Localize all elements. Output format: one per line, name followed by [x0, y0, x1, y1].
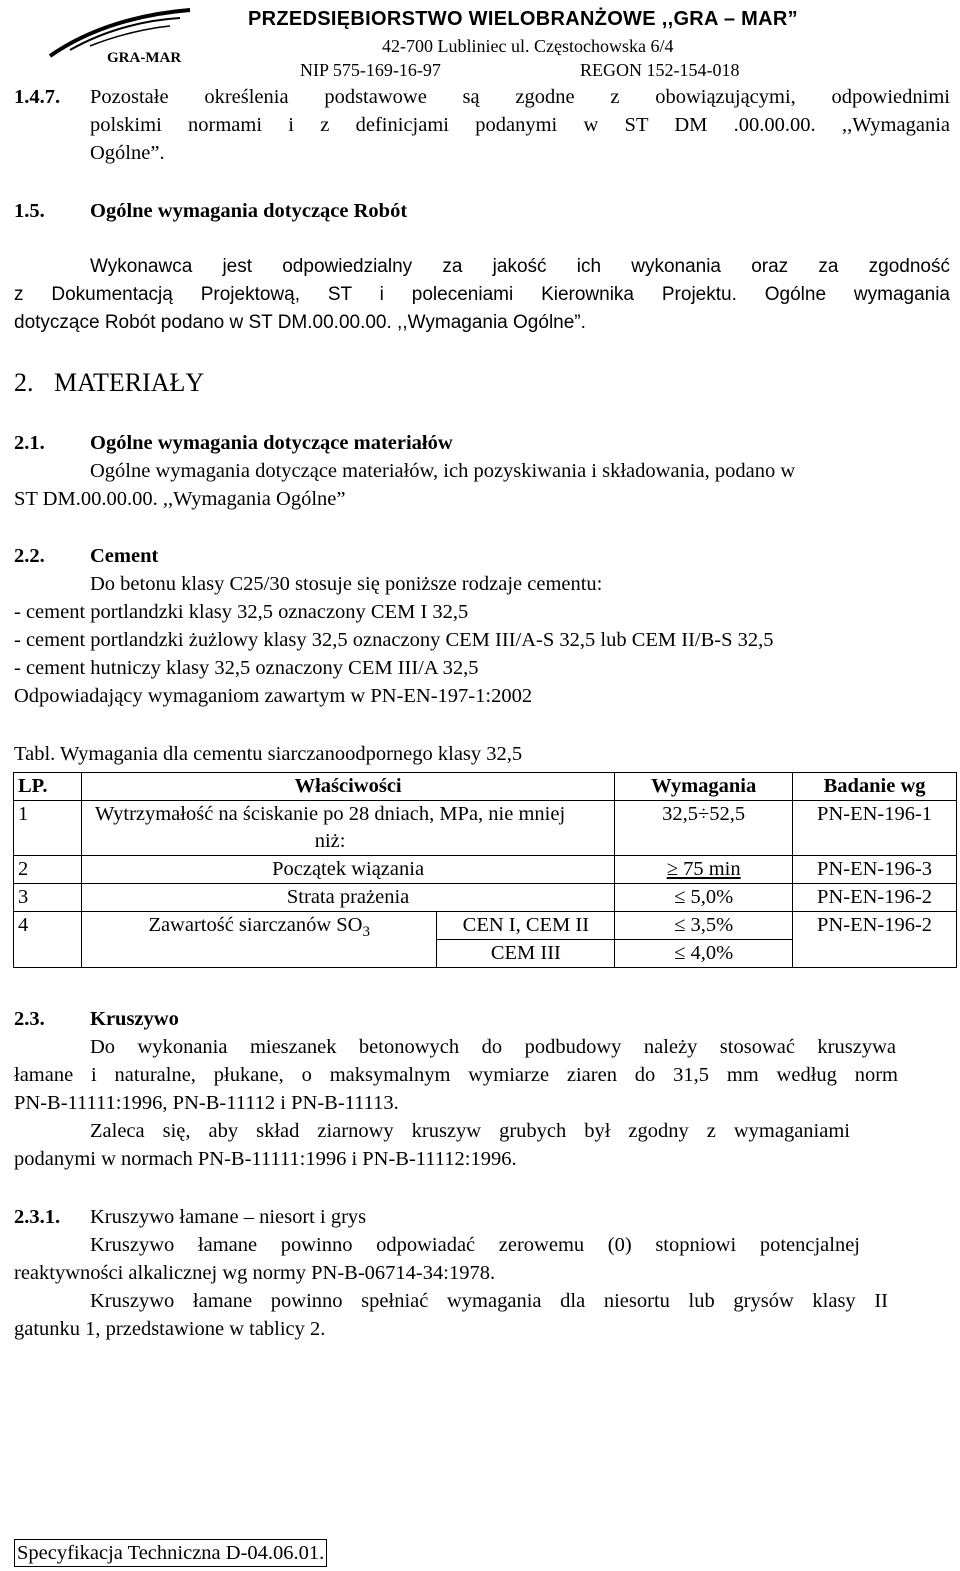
paragraph-line: Ogólne wymagania dotyczące materiałów, ich pozyskiwania i składowania, podano w: [90, 460, 796, 482]
paragraph-line: Kruszywo łamane powinno odpowiadać zerowemu (0) stopniowi potencjalnej: [90, 1234, 860, 1256]
company-name: PRZEDSIĘBIORSTWO WIELOBRANŻOWE ,,GRA – MAR”: [248, 8, 798, 30]
cell-property-text: Zawartość siarczanów SO: [148, 914, 363, 936]
cell-property: Wytrzymałość na ściskanie po 28 dniach, MPa, nie mniej niż:: [81, 801, 614, 856]
paragraph-line: podanymi w normach PN-B-11111:1996 i PN-B-11112:1996.: [14, 1148, 517, 1170]
paragraph-line: Do wykonania mieszanek betonowych do podbudowy należy stosować kruszywa: [90, 1036, 896, 1058]
chapter-number: 2.: [14, 368, 34, 397]
cell-test: PN-EN-196-3: [793, 856, 957, 884]
cell-test: PN-EN-196-2: [793, 884, 957, 912]
table-header-row: [14, 773, 957, 801]
cell-property: [81, 912, 437, 968]
list-item: - cement portlandzki żużlowy klasy 32,5 oznaczony CEM III/A-S 32,5 lub CEM II/B-S 32,5: [14, 629, 774, 651]
paragraph-line: PN-B-11111:1996, PN-B-11112 i PN-B-11113.: [14, 1092, 399, 1114]
section-number: 2.3.: [14, 1008, 45, 1030]
table-row: [14, 884, 957, 912]
list-item: - cement portlandzki klasy 32,5 oznaczony CEM I 32,5: [14, 601, 469, 623]
paragraph-line: łamane i naturalne, płukane, o maksymalnym wymiarze ziaren do 31,5 mm według norm: [14, 1064, 898, 1086]
col-header-test: Badanie wg: [793, 773, 957, 801]
section-title: Ogólne wymagania dotyczące materiałów: [90, 432, 453, 454]
cell-test: PN-EN-196-2: [793, 912, 957, 968]
section-title: Cement: [90, 545, 159, 567]
cell-cement-type: CEN I, CEM II: [437, 912, 615, 940]
section-number: 1.5.: [14, 200, 45, 222]
section-title: Kruszywo łamane – niesort i grys: [90, 1206, 367, 1228]
table-row: [14, 801, 957, 856]
section-title: Ogólne wymagania dotyczące Robót: [90, 200, 408, 222]
section-number: 2.1.: [14, 432, 45, 454]
company-address: 42-700 Lubliniec ul. Częstochowska 6/4: [382, 36, 674, 56]
section-number: 1.4.7.: [14, 86, 61, 108]
paragraph-line: Zaleca się, aby skład ziarnowy kruszyw grubych był zgodny z wymaganiami: [90, 1120, 850, 1142]
col-header-lp: LP.: [14, 773, 82, 801]
cell-cement-type: CEM III: [437, 940, 615, 968]
cell-requirement: ≥ 75 min: [615, 856, 793, 884]
paragraph-line: dotyczące Robót podano w ST DM.00.00.00. ,,Wymagania Ogólne”.: [14, 312, 586, 333]
list-item: - cement hutniczy klasy 32,5 oznaczony CEM III/A 32,5: [14, 657, 479, 679]
company-regon: REGON 152-154-018: [580, 60, 740, 80]
cement-requirements-table: [13, 772, 957, 968]
paragraph-line: Kruszywo łamane powinno spełniać wymagania dla niesortu lub grysów klasy II: [90, 1290, 888, 1312]
cell-lp: 3: [14, 884, 82, 912]
subscript-3: 3: [362, 924, 370, 941]
section-number: 2.3.1.: [14, 1206, 61, 1228]
paragraph-line: polskimi normami i z definicjami podanymi w ST DM .00.00.00. ,,Wymagania: [90, 114, 950, 136]
paragraph-line: Ogólne”.: [90, 142, 165, 164]
table-row: [14, 912, 957, 940]
paragraph-line: Do betonu klasy C25/30 stosuje się poniższe rodzaje cementu:: [90, 573, 603, 595]
cell-lp: 4: [14, 912, 82, 968]
chapter-title: MATERIAŁY: [54, 368, 205, 397]
col-header-requirements: Wymagania: [615, 773, 793, 801]
cell-lp: 1: [14, 801, 82, 856]
cell-property: Strata prażenia: [81, 884, 614, 912]
section-title: Kruszywo: [90, 1008, 179, 1030]
section-number: 2.2.: [14, 545, 45, 567]
paragraph-line: Odpowiadający wymaganiom zawartym w PN-EN-197-1:2002: [14, 685, 533, 707]
cell-lp: 2: [14, 856, 82, 884]
company-nip: NIP 575-169-16-97: [300, 60, 441, 80]
paragraph-line: gatunku 1, przedstawione w tablicy 2.: [14, 1318, 326, 1340]
table-row: [14, 856, 957, 884]
paragraph-line: Wykonawca jest odpowiedzialny za jakość ich wykonania oraz za zgodność: [90, 256, 950, 277]
cell-requirement: ≤ 4,0%: [615, 940, 793, 968]
col-header-properties: Właściwości: [81, 773, 614, 801]
paragraph-line: reaktywności alkalicznej wg normy PN-B-06714-34:1978.: [14, 1262, 496, 1284]
table-caption: Tabl. Wymagania dla cementu siarczanoodpornego klasy 32,5: [14, 743, 523, 765]
cell-requirement: 32,5÷52,5: [615, 801, 793, 856]
paragraph-line: Pozostałe określenia podstawowe są zgodne z obowiązującymi, odpowiednimi: [90, 86, 950, 108]
cell-requirement: ≤ 5,0%: [615, 884, 793, 912]
cell-requirement: ≤ 3,5%: [615, 912, 793, 940]
paragraph-line: z Dokumentacją Projektową, ST i poleceniami Kierownika Projektu. Ogólne wymagania: [14, 284, 950, 305]
logo-text: GRA-MAR: [107, 50, 182, 66]
footer-spec-label: Specyfikacja Techniczna D-04.06.01.: [14, 1539, 327, 1567]
cell-test: PN-EN-196-1: [793, 801, 957, 856]
cell-property: Początek wiązania: [81, 856, 614, 884]
paragraph-line: ST DM.00.00.00. ,,Wymagania Ogólne”: [14, 488, 346, 510]
